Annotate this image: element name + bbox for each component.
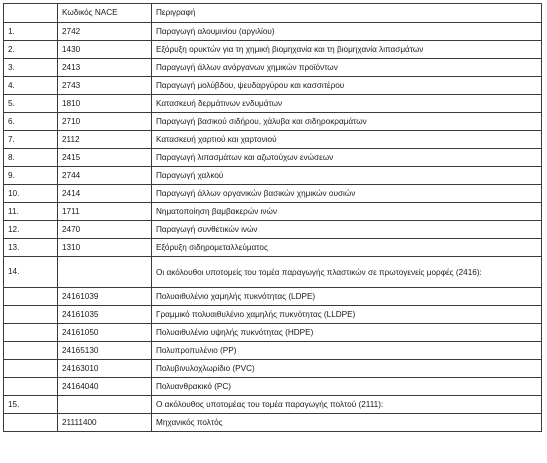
row-number: 15. <box>4 396 58 414</box>
row-description: Κατασκευή χαρτιού και χαρτονιού <box>152 131 542 149</box>
row-number: 2. <box>4 41 58 59</box>
row-description: Ο ακόλουθος υποτομέας του τομέα παραγωγής πολτού (2111): <box>152 396 542 414</box>
row-description: Εξόρυξη ορυκτών για τη χημική βιομηχανία και τη βιομηχανία λιπασμάτων <box>152 41 542 59</box>
row-description: Παραγωγή λιπασμάτων και αζωτούχων ενώσεων <box>152 149 542 167</box>
row-description: Παραγωγή μολύβδου, ψευδαργύρου και κασσιτέρου <box>152 77 542 95</box>
row-nace-code: 2415 <box>58 149 152 167</box>
table-row <box>4 324 542 342</box>
row-number: 7. <box>4 131 58 149</box>
table-row-group-heading <box>4 257 542 288</box>
row-number <box>4 378 58 396</box>
row-description: Παραγωγή χαλκού <box>152 167 542 185</box>
row-description: Πολυαιθυλένιο υψηλής πυκνότητας (HDPE) <box>152 324 542 342</box>
row-description: Παραγωγή συνθετικών ινών <box>152 221 542 239</box>
table-row <box>4 221 542 239</box>
row-nace-code: 2470 <box>58 221 152 239</box>
row-nace-code: 1810 <box>58 95 152 113</box>
table-row <box>4 95 542 113</box>
table-row <box>4 288 542 306</box>
row-nace-code: 1430 <box>58 41 152 59</box>
row-nace-code: 24161039 <box>58 288 152 306</box>
table-header-row <box>4 4 542 23</box>
row-number: 13. <box>4 239 58 257</box>
header-number <box>4 4 58 23</box>
row-description: Κατασκευή δερμάτινων ενδυμάτων <box>152 95 542 113</box>
row-description: Γραμμικό πολυαιθυλένιο χαμηλής πυκνότητας (LLDPE) <box>152 306 542 324</box>
table-row <box>4 113 542 131</box>
row-nace-code <box>58 396 152 414</box>
table-row <box>4 149 542 167</box>
row-description: Παραγωγή βασικού σιδήρου, χάλυβα και σιδηροκραμάτων <box>152 113 542 131</box>
row-nace-code: 2743 <box>58 77 152 95</box>
row-number <box>4 342 58 360</box>
row-nace-code: 2413 <box>58 59 152 77</box>
row-description: Παραγωγή άλλων ανόργανων χημικών προϊόντων <box>152 59 542 77</box>
row-nace-code: 2112 <box>58 131 152 149</box>
row-number <box>4 324 58 342</box>
row-nace-code: 1310 <box>58 239 152 257</box>
table-row <box>4 239 542 257</box>
table-row <box>4 360 542 378</box>
row-number <box>4 288 58 306</box>
row-nace-code: 1711 <box>58 203 152 221</box>
table-row-group-heading <box>4 396 542 414</box>
row-description: Παραγωγή άλλων οργανικών βασικών χημικών ουσιών <box>152 185 542 203</box>
row-description: Παραγωγή αλουμινίου (αργιλίου) <box>152 23 542 41</box>
nace-sector-table <box>3 3 542 432</box>
row-number: 5. <box>4 95 58 113</box>
row-description: Πολυβινυλοχλωρίδιο (PVC) <box>152 360 542 378</box>
row-number: 14. <box>4 257 58 288</box>
table-row <box>4 41 542 59</box>
table-row <box>4 414 542 432</box>
row-description: Μηχανικός πολτός <box>152 414 542 432</box>
row-number: 4. <box>4 77 58 95</box>
row-description: Πολυαιθυλένιο χαμηλής πυκνότητας (LDPE) <box>152 288 542 306</box>
row-nace-code: 2742 <box>58 23 152 41</box>
row-description: Οι ακόλουθοι υποτομείς του τομέα παραγωγής πλαστικών σε πρωτογενείς μορφές (2416): <box>152 257 542 288</box>
row-number: 1. <box>4 23 58 41</box>
row-number: 8. <box>4 149 58 167</box>
row-number: 6. <box>4 113 58 131</box>
row-nace-code: 24165130 <box>58 342 152 360</box>
row-number <box>4 414 58 432</box>
table-row <box>4 342 542 360</box>
row-number: 9. <box>4 167 58 185</box>
table-row <box>4 131 542 149</box>
row-nace-code <box>58 257 152 288</box>
table-row <box>4 185 542 203</box>
row-nace-code: 24161050 <box>58 324 152 342</box>
row-description: Νηματοποίηση βαμβακερών ινών <box>152 203 542 221</box>
header-description: Περιγραφή <box>152 4 542 23</box>
row-nace-code: 24161035 <box>58 306 152 324</box>
row-nace-code: 24163010 <box>58 360 152 378</box>
row-description: Εξόρυξη σιδηρομεταλλεύματος <box>152 239 542 257</box>
row-number: 12. <box>4 221 58 239</box>
row-description: Πολυανθρακικό (PC) <box>152 378 542 396</box>
row-description: Πολυπροπυλένιο (PP) <box>152 342 542 360</box>
row-number: 11. <box>4 203 58 221</box>
header-nace-code: Κωδικός NACE <box>58 4 152 23</box>
row-nace-code: 24164040 <box>58 378 152 396</box>
row-nace-code: 2414 <box>58 185 152 203</box>
row-number: 10. <box>4 185 58 203</box>
row-nace-code: 2744 <box>58 167 152 185</box>
row-nace-code: 21111400 <box>58 414 152 432</box>
table-row <box>4 306 542 324</box>
table-row <box>4 23 542 41</box>
table-row <box>4 77 542 95</box>
row-number <box>4 306 58 324</box>
table-row <box>4 378 542 396</box>
row-nace-code: 2710 <box>58 113 152 131</box>
row-number: 3. <box>4 59 58 77</box>
table-row <box>4 203 542 221</box>
table-row <box>4 167 542 185</box>
table-row <box>4 59 542 77</box>
row-number <box>4 360 58 378</box>
